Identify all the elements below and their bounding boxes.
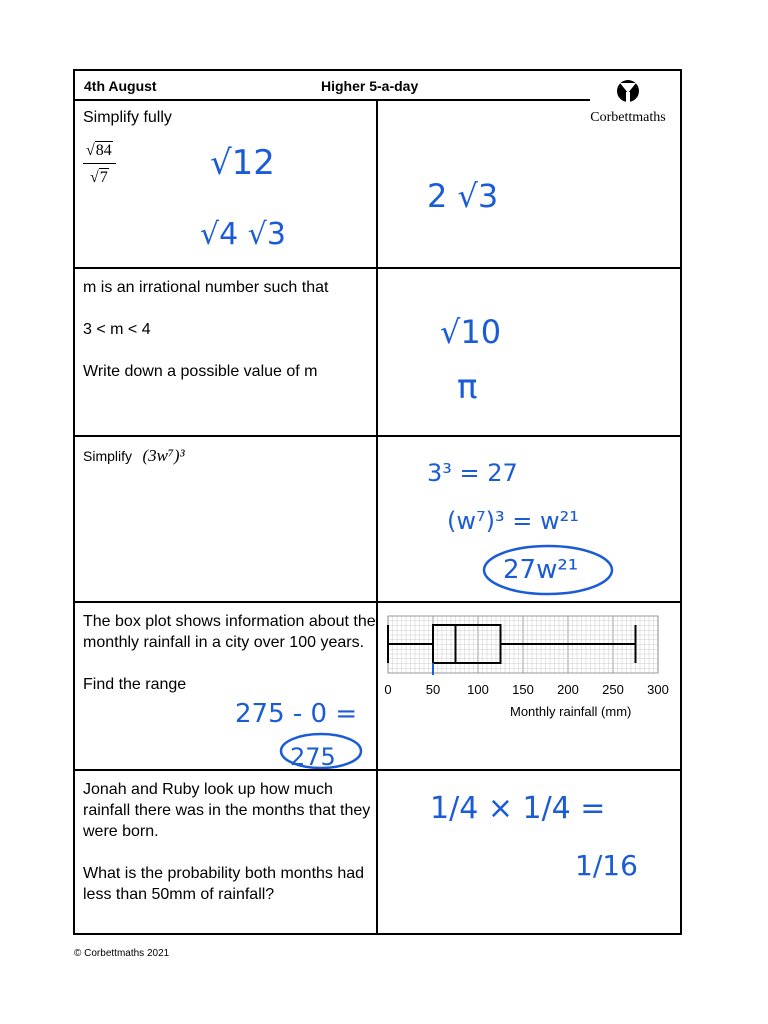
- q4-answer: 275: [290, 743, 336, 771]
- answer-2: [378, 269, 680, 437]
- question-5-line-2: What is the probability both months had less than 50mm of rainfall?: [83, 865, 365, 903]
- axis-tick-label: 50: [425, 682, 441, 697]
- answer-4: [378, 603, 680, 771]
- worksheet: [73, 69, 682, 935]
- question-4-line-1: The box plot shows information about the monthly rainfall in a city over 100 years.: [83, 613, 376, 651]
- question-1-prompt: Simplify fully: [83, 109, 172, 126]
- axis-tick-label: 150: [512, 682, 534, 697]
- q4-working: 275 - 0 =: [235, 699, 358, 729]
- question-1-numerator: 84: [95, 142, 112, 159]
- question-row-4: [75, 601, 680, 771]
- question-5: [75, 771, 378, 935]
- q1-answer: 2 √3: [427, 177, 499, 215]
- question-4-line-2: Find the range: [83, 676, 187, 693]
- box-plot-axis-label: Monthly rainfall (mm): [510, 704, 632, 719]
- header-date: 4th August: [84, 78, 157, 94]
- header-title: Higher 5-a-day: [321, 78, 419, 94]
- question-2-line-3: Write down a possible value of m: [83, 363, 318, 380]
- axis-tick-label: 100: [467, 682, 489, 697]
- question-3: [75, 437, 378, 603]
- q3-working-2: (w⁷)³ = w²¹: [447, 507, 579, 535]
- question-row-5: [75, 769, 680, 935]
- question-1-fraction: $\frac{√84}{√7}$: [83, 140, 116, 188]
- question-row-2: [75, 267, 680, 437]
- question-3-prompt: Simplify: [83, 448, 133, 464]
- q4-answer-circle: [277, 731, 367, 771]
- footer-copyright: © Corbettmaths 2021: [74, 948, 170, 959]
- answer-1: [378, 99, 680, 267]
- q1-working-1: √12: [210, 143, 275, 183]
- question-5-line-1: Jonah and Ruby look up how much rainfall there was in the months that they were born.: [83, 781, 371, 840]
- q1-working-2: √4 √3: [200, 217, 286, 252]
- question-3-expression: (3w⁷)³: [142, 446, 185, 465]
- question-2: [75, 269, 378, 437]
- question-1-denominator: 7: [99, 169, 108, 186]
- worksheet-header: [75, 71, 590, 101]
- q3-working-1: 3³ = 27: [427, 459, 518, 487]
- q3-answer-circle: [480, 542, 620, 602]
- box-iqr: [433, 625, 501, 663]
- axis-tick-label: 0: [384, 682, 392, 697]
- q3-answer: 27w²¹: [503, 555, 579, 585]
- question-row-1: [75, 99, 680, 267]
- q5-answer: 1/16: [575, 849, 638, 882]
- q2-answer-2: π: [457, 367, 478, 407]
- axis-tick-label: 300: [647, 682, 669, 697]
- question-row-3: [75, 435, 680, 603]
- q2-answer-1: √10: [440, 313, 502, 351]
- axis-tick-label: 200: [557, 682, 579, 697]
- question-2-line-2: 3 < m < 4: [83, 321, 151, 338]
- logo-wordmark: Corbettmaths: [590, 110, 666, 125]
- axis-tick-label: 250: [602, 682, 624, 697]
- question-2-line-1: m is an irrational number such that: [83, 279, 329, 296]
- q5-working: 1/4 × 1/4 =: [430, 791, 606, 826]
